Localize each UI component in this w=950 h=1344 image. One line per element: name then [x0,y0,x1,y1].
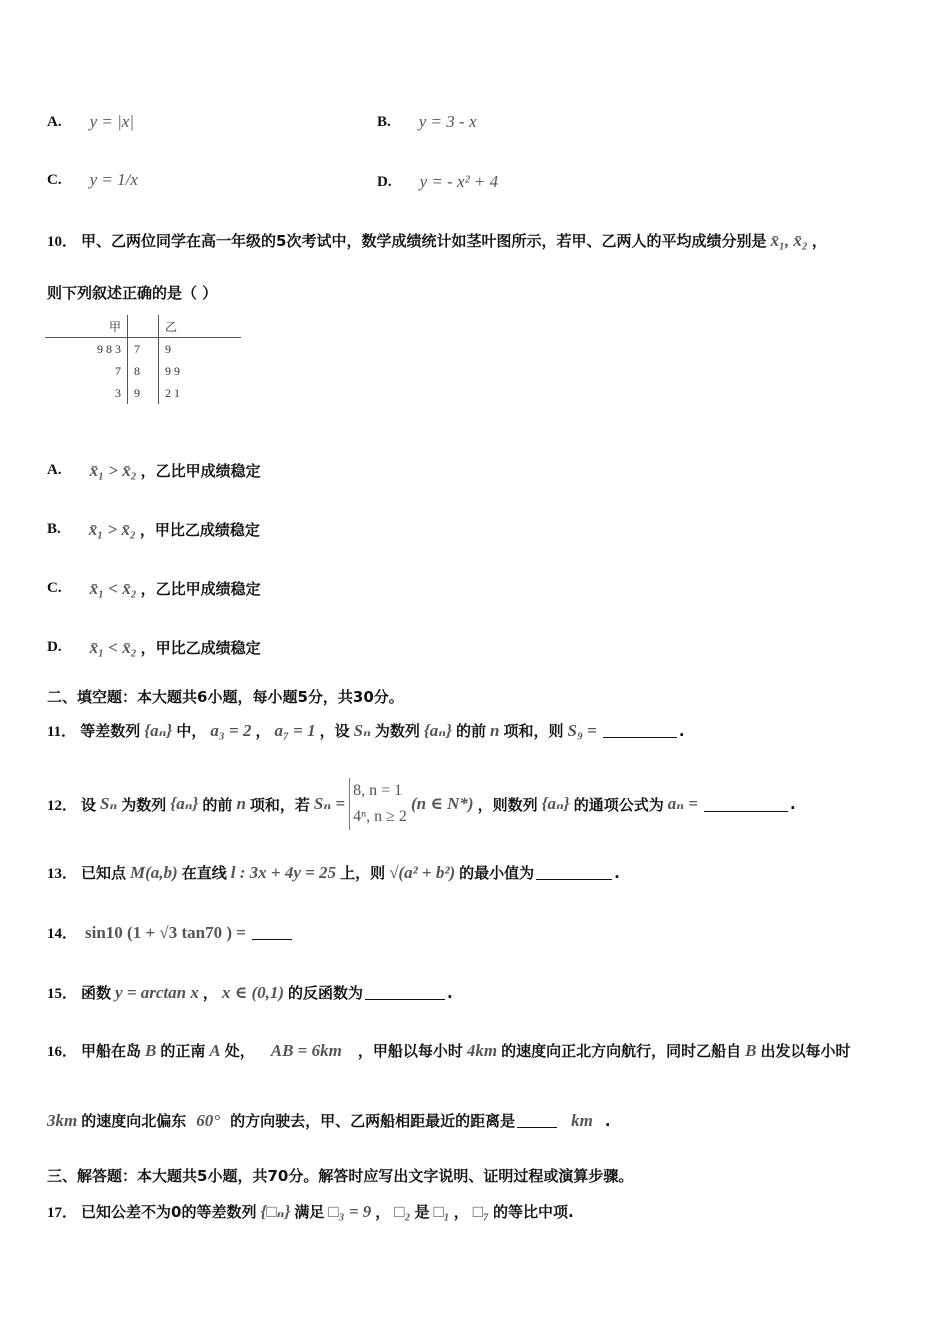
q10-stem-line2: 则下列叙述正确的是（ ） [47,284,218,302]
plot-row: 9 8 3 7 9 [45,338,241,361]
q9-option-d: D. y = - x² + 4 [377,172,499,191]
answer-blank [536,865,612,880]
stem-leaf-plot [45,315,241,404]
q11: 11． 等差数列 {aₙ} 中， a₃ = 2 ， a₇ = 1 ，设 Sₙ 为数列 {aₙ} 的前 n 项和，则 S₉ = . [47,720,685,740]
q9-option-b: B. y = 3 - x [377,112,477,131]
answer-blank [252,925,292,940]
answer-blank [365,985,445,1000]
q10-stem: 10． 甲、乙两位同学在高一年级的5次考试中，数学成绩统计如茎叶图所示，若甲、乙两人的平均成绩分别是 x̄₁, x̄₂ ， [47,230,827,250]
q10-option-b: B. x̄₁ > x̄₂ ，甲比乙成绩稳定 [47,519,260,539]
header-yi: 乙 [159,315,242,338]
q10-option-a: A. x̄₁ > x̄₂ ，乙比甲成绩稳定 [47,460,261,480]
q15: 15． 函数 y = arctan x ， x ∈ (0,1) 的反函数为 . [47,982,453,1002]
q9-option-c: C. y = 1/x [47,170,138,189]
q14: 14． sin10 (1 + √3 tan70 ) = [47,922,294,943]
answer-blank [517,1113,557,1128]
plot-row: 3 9 2 1 [45,382,241,404]
answer-blank [603,723,677,738]
answer-blank [704,797,788,812]
q16: 16． 甲船在岛 B 的正南 A 处， AB = 6km ，甲船以每小时 4km 的速度向正北方向航行，同时乙船自 B 出发以每小时 [47,1040,851,1060]
q10-option-d: D. x̄₁ < x̄₂ ，甲比乙成绩稳定 [47,637,261,657]
piecewise-cases: 8, n = 1 4ⁿ, n ≥ 2 [349,778,407,830]
q10-option-c: C. x̄₁ < x̄₂ ，乙比甲成绩稳定 [47,578,261,598]
section-3-heading: 三、解答题：本大题共5小题，共70分。解答时应写出文字说明、证明过程或演算步骤。 [47,1167,634,1185]
section-2-heading: 二、填空题：本大题共6小题，每小题5分，共30分。 [47,688,404,706]
q13: 13． 已知点 M(a,b) 在直线 l : 3x + 4y = 25 上，则 √(a² + b²) 的最小值为 . [47,862,620,882]
q17: 17． 已知公差不为0的等差数列 {□ₙ} 满足 □₃ = 9 ， □₂ 是 □₁ ， □₇ 的等比中项. [47,1201,574,1221]
q12: 12． 设 Sₙ 为数列 {aₙ} 的前 n 项和，若 Sₙ = 8, n = 1 4ⁿ, n ≥ 2 (n ∈ N*) ，则数列 {aₙ} 的通项公式为 aₙ = . [47,778,796,830]
header-jia: 甲 [45,315,128,338]
q16-line2: 3km 的速度向北偏东 60° 的方向驶去，甲、乙两船相距最近的距离是 km . [47,1110,611,1130]
q9-option-a: A. y = |x| [47,112,135,131]
plot-row: 7 8 9 9 [45,360,241,382]
